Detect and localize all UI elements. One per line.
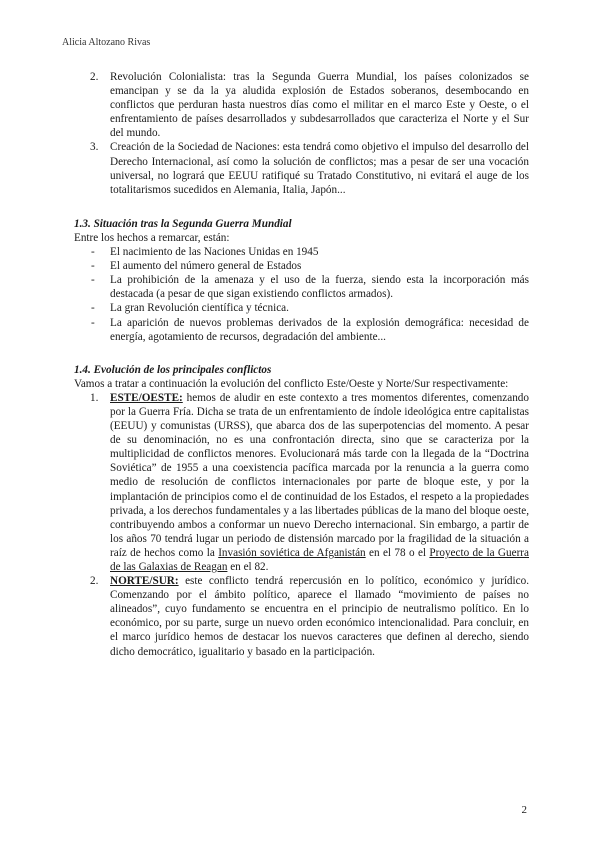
list-item-text: en el 78 o el [365,546,430,559]
numbered-list-historical-events [74,70,529,197]
running-header-author: Alicia Altozano Rivas [62,37,151,48]
link-invasion-afganistan[interactable]: Invasión soviética de Afganistán [218,546,366,559]
dash-list-facts [74,245,529,344]
list-number: 1. [90,391,99,404]
page-body [74,70,529,659]
list-item [74,259,529,273]
link-guerra-galaxias[interactable]: Proyecto de la Guerra de las Galaxias de Reagan [110,546,529,573]
conflict-heading-norte-sur: NORTE/SUR: [110,575,179,588]
list-item-text: La gran Revolución científica y técnica. [110,302,289,315]
section-intro: Vamos a tratar a continuación la evolución del conflicto Este/Oeste y Norte/Sur respectivamente: [74,377,509,390]
dash-bullet: - [91,274,95,287]
list-item-text: La prohibición de la amenaza y el uso de la fuerza, siendo esta la incorporación más destacada (a pesar de que sigan existiendo conflictos armados). [110,274,529,301]
list-item-text: este conflicto tendrá repercusión en lo político, económico y jurídico. Comenzando por el ámbito político, aparece el llamado “movimiento de países no alineados”, cuyo fundamento se encuentra en el principio de neutralismo político. En lo económico, por su parte, surge un nuevo orden económico intencionalidad. Para concluir, en el marco jurídico hemos de destacar los nuevos caracteres que definen al derecho, siendo dicho democrático, igualitario y basado en la participación. [110,575,529,658]
dash-bullet: - [91,316,95,329]
page-number: 2 [521,804,527,816]
list-item [74,316,529,344]
list-item [74,301,529,315]
numbered-list-conflicts [74,391,529,659]
section-heading-1-3: 1.3. Situación tras la Segunda Guerra Mundial [74,217,292,230]
list-item-text: en el 82. [227,561,269,573]
list-item-text: Creación de la Sociedad de Naciones: esta tendrá como objetivo el impulso del desarrollo del Derecho Internacional, así como la solución de conflictos; mas a pesar de ser una vocación universal, no logrará que EEUU ratifiqué su Tratado Constitutivo, ni evitará el auge de los totalitarismos sucedidos en Alemania, Italia, Japón... [110,141,529,196]
list-item-text: El aumento del número general de Estados [110,260,302,273]
list-item [74,70,529,140]
dash-bullet: - [91,302,95,315]
list-item-text: La aparición de nuevos problemas derivados de la explosión demográfica: necesidad de energía, agotamiento de recursos, degradación del ambiente... [110,316,529,343]
list-number: 3. [90,141,99,154]
list-item-norte-sur [74,574,529,659]
list-item-text: Revolución Colonialista: tras la Segunda Guerra Mundial, los países colonizados se emancipan y se da la ya aludida explosión de Estados soberanos, desembocando en conflictos que perduran hasta nuestros días como el militar en el marco Este y Oeste, o el enfrentamiento de países desarrollados y subdesarrollados que caracteriza el Norte y el Sur del mundo. [110,71,529,140]
list-item [74,245,529,259]
dash-bullet: - [91,260,95,273]
list-number: 2. [90,575,99,588]
list-item-text: El nacimiento de las Naciones Unidas en 1945 [110,246,319,259]
list-number: 2. [90,71,99,83]
list-item-este-oeste [74,391,529,574]
list-item [74,140,529,196]
dash-bullet: - [91,246,95,259]
section-heading-1-4: 1.4. Evolución de los principales conflictos [74,363,272,376]
list-item-text: hemos de aludir en este contexto a tres momentos diferentes, comenzando por la Guerra Fría. Dicha se trata de un enfrentamiento de índole ideológica entre capitalistas (EEUU) y comunistas (URSS), que abarca dos de las superpotencias del momento. A pesar de su denominación, no es una confrontación directa, sino que se caracteriza por la multiplicidad de conflictos menores. Evolucionará más tarde con la llegada de la “Doctrina Soviética” de 1955 a una coexistencia pacífica marcada por la renuncia a la guerra como medio de resolución de conflictos internacionales por parte de bloque este, y por la implantación de principios como el de continuidad de los Estados, el respeto a la propiedades privada, a los derechos fundamentales y a las libertades públicas de la mano del bloque oeste, contribuyendo ambos a conformar un nuevo Derecho internacional. Sin embargo, a partir de los años 70 tendrá lugar un periodo de distensión marcado por la fragilidad de la situación a raíz de hechos como la [110,391,529,559]
list-item [74,273,529,301]
conflict-heading-este-oeste: ESTE/OESTE: [110,391,183,404]
section-intro: Entre los hechos a remarcar, están: [74,231,230,244]
